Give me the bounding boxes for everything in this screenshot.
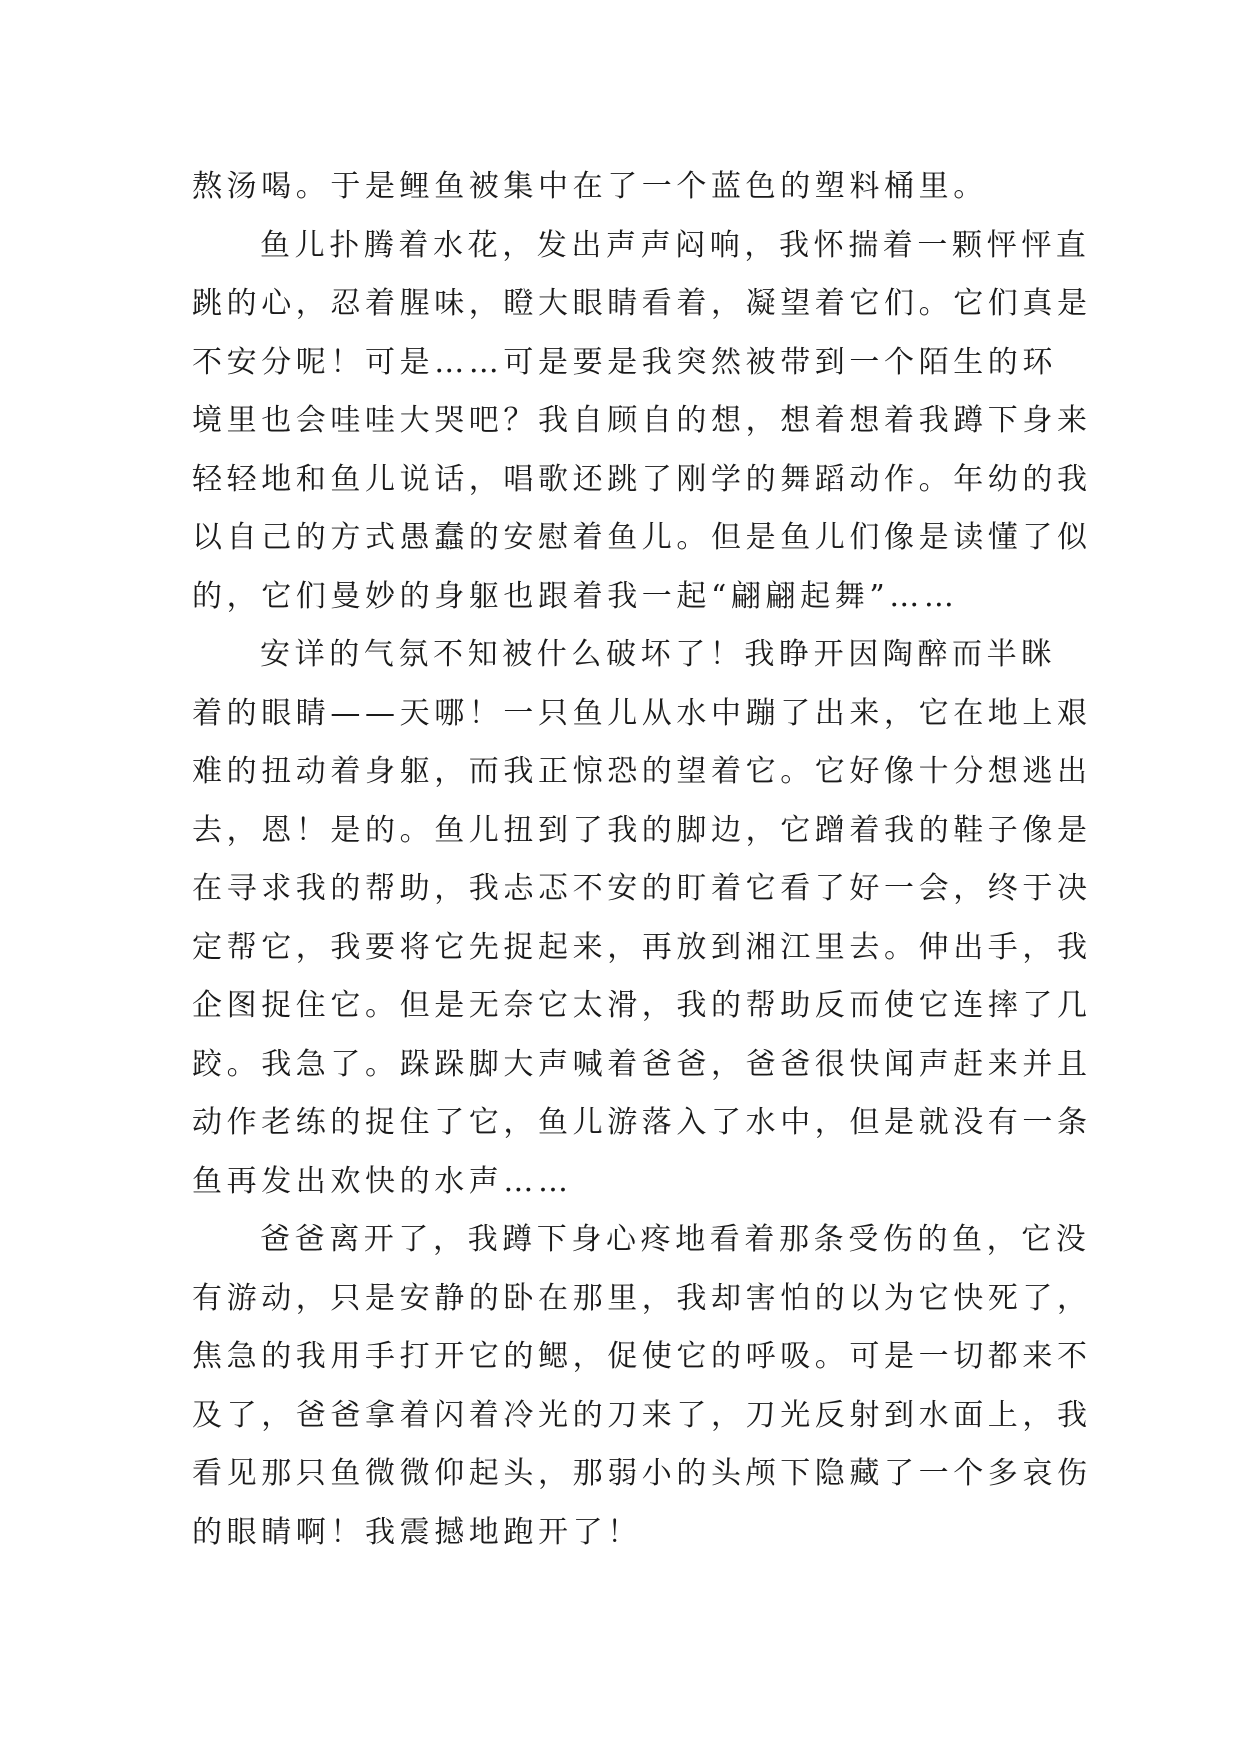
text-line-18: 鱼再发出欢快的水声…… [192, 1163, 573, 1199]
text-line-4: 不安分呢！可是……可是要是我突然被带到一个陌生的环 [192, 344, 1057, 380]
text-line-6: 轻轻地和鱼儿说话，唱歌还跳了刚学的舞蹈动作。年幼的我 [192, 461, 1092, 497]
text-line-15: 企图捉住它。但是无奈它太滑，我的帮助反而使它连摔了几 [192, 988, 1092, 1023]
text-line-14: 定帮它，我要将它先捉起来，再放到湘江里去。伸出手，我 [192, 929, 1092, 965]
text-line-23: 看见那只鱼微微仰起头，那弱小的头颅下隐藏了一个多哀伤 [192, 1456, 1092, 1491]
text-line-3: 跳的心，忍着腥味，瞪大眼睛看着，凝望着它们。它们真是 [192, 286, 1092, 321]
text-line-19: 爸爸离开了，我蹲下身心疼地看着那条受伤的鱼，它没 [260, 1222, 1091, 1257]
text-line-11: 难的扭动着身躯，而我正惊恐的望着它。它好像十分想逃出 [192, 754, 1092, 789]
text-line-1: 熬汤喝。于是鲤鱼被集中在了一个蓝色的塑料桶里。 [192, 169, 988, 204]
text-line-9: 安详的气氛不知被什么破坏了！我睁开因陶醉而半眯 [260, 637, 1056, 672]
text-line-20: 有游动，只是安静的卧在那里，我却害怕的以为它快死了， [192, 1280, 1092, 1316]
text-line-16: 跤。我急了。跺跺脚大声喊着爸爸，爸爸很快闻声赶来并且 [192, 1046, 1092, 1082]
body-text [192, 158, 1092, 1562]
text-line-2: 鱼儿扑腾着水花，发出声声闷响，我怀揣着一颗怦怦直 [260, 227, 1091, 263]
text-line-13: 在寻求我的帮助，我忐忑不安的盯着它看了好一会，终于决 [192, 871, 1092, 906]
text-line-21: 焦急的我用手打开它的鳃，促使它的呼吸。可是一切都来不 [192, 1339, 1092, 1374]
text-line-5: 境里也会哇哇大哭吧？我自顾自的想，想着想着我蹲下身来 [192, 403, 1092, 438]
text-line-12: 去，恩！是的。鱼儿扭到了我的脚边，它蹭着我的鞋子像是 [192, 812, 1092, 848]
text-line-8: 的，它们曼妙的身躯也跟着我一起“翩翩起舞”…… [192, 578, 959, 614]
text-line-17: 动作老练的捉住了它，鱼儿游落入了水中，但是就没有一条 [192, 1105, 1092, 1140]
text-line-22: 及了，爸爸拿着闪着冷光的刀来了，刀光反射到水面上，我 [192, 1397, 1092, 1433]
text-line-7: 以自己的方式愚蠢的安慰着鱼儿。但是鱼儿们像是读懂了似 [192, 520, 1092, 555]
text-line-24: 的眼睛啊！我震撼地跑开了！ [192, 1514, 642, 1550]
text-line-10: 着的眼睛——天哪！一只鱼儿从水中蹦了出来，它在地上艰 [192, 695, 1092, 731]
